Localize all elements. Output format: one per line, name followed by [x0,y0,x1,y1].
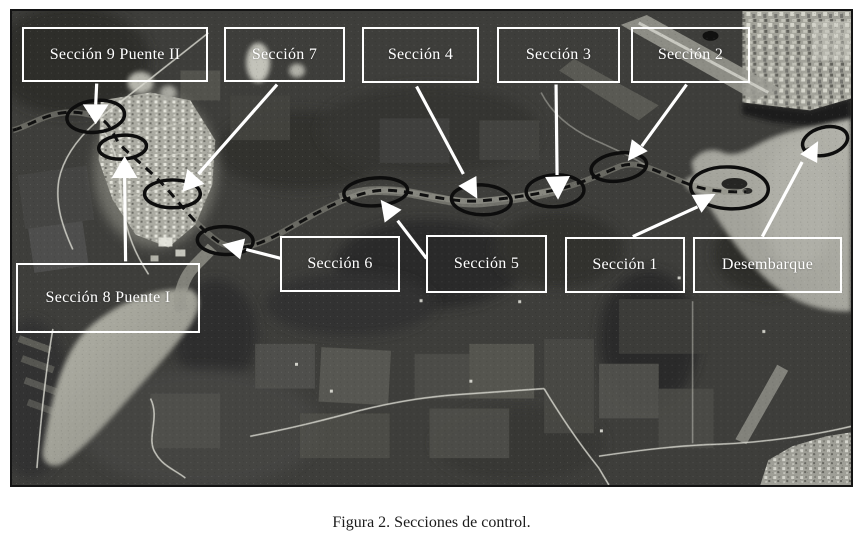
label-box-seccion-7 [224,27,345,82]
label-text: Sección 3 [525,46,592,63]
label-box-seccion-5 [426,235,547,293]
label-text: Desembarque [721,256,814,273]
label-box-seccion-4 [362,27,479,83]
label-text: Sección 5 [453,255,520,272]
label-text: Sección 4 [387,46,454,63]
label-box-seccion-1 [565,237,685,293]
label-box-seccion-9-puente-ii [22,27,208,82]
label-box-desembarque [693,237,842,293]
label-text: Sección 7 [251,45,318,63]
figure-caption: Figura 2. Secciones de control. [332,514,531,531]
label-text: Sección 9 Puente II [49,45,181,63]
label-box-seccion-3 [497,27,620,83]
label-text: Sección 6 [307,255,373,272]
label-text: Sección 8 Puente I [45,289,171,306]
label-box-seccion-8-puente-i [16,263,200,333]
label-box-seccion-6 [280,236,400,292]
label-box-seccion-2 [631,27,750,83]
label-text: Sección 2 [657,46,724,63]
label-text: Sección 1 [592,256,658,273]
